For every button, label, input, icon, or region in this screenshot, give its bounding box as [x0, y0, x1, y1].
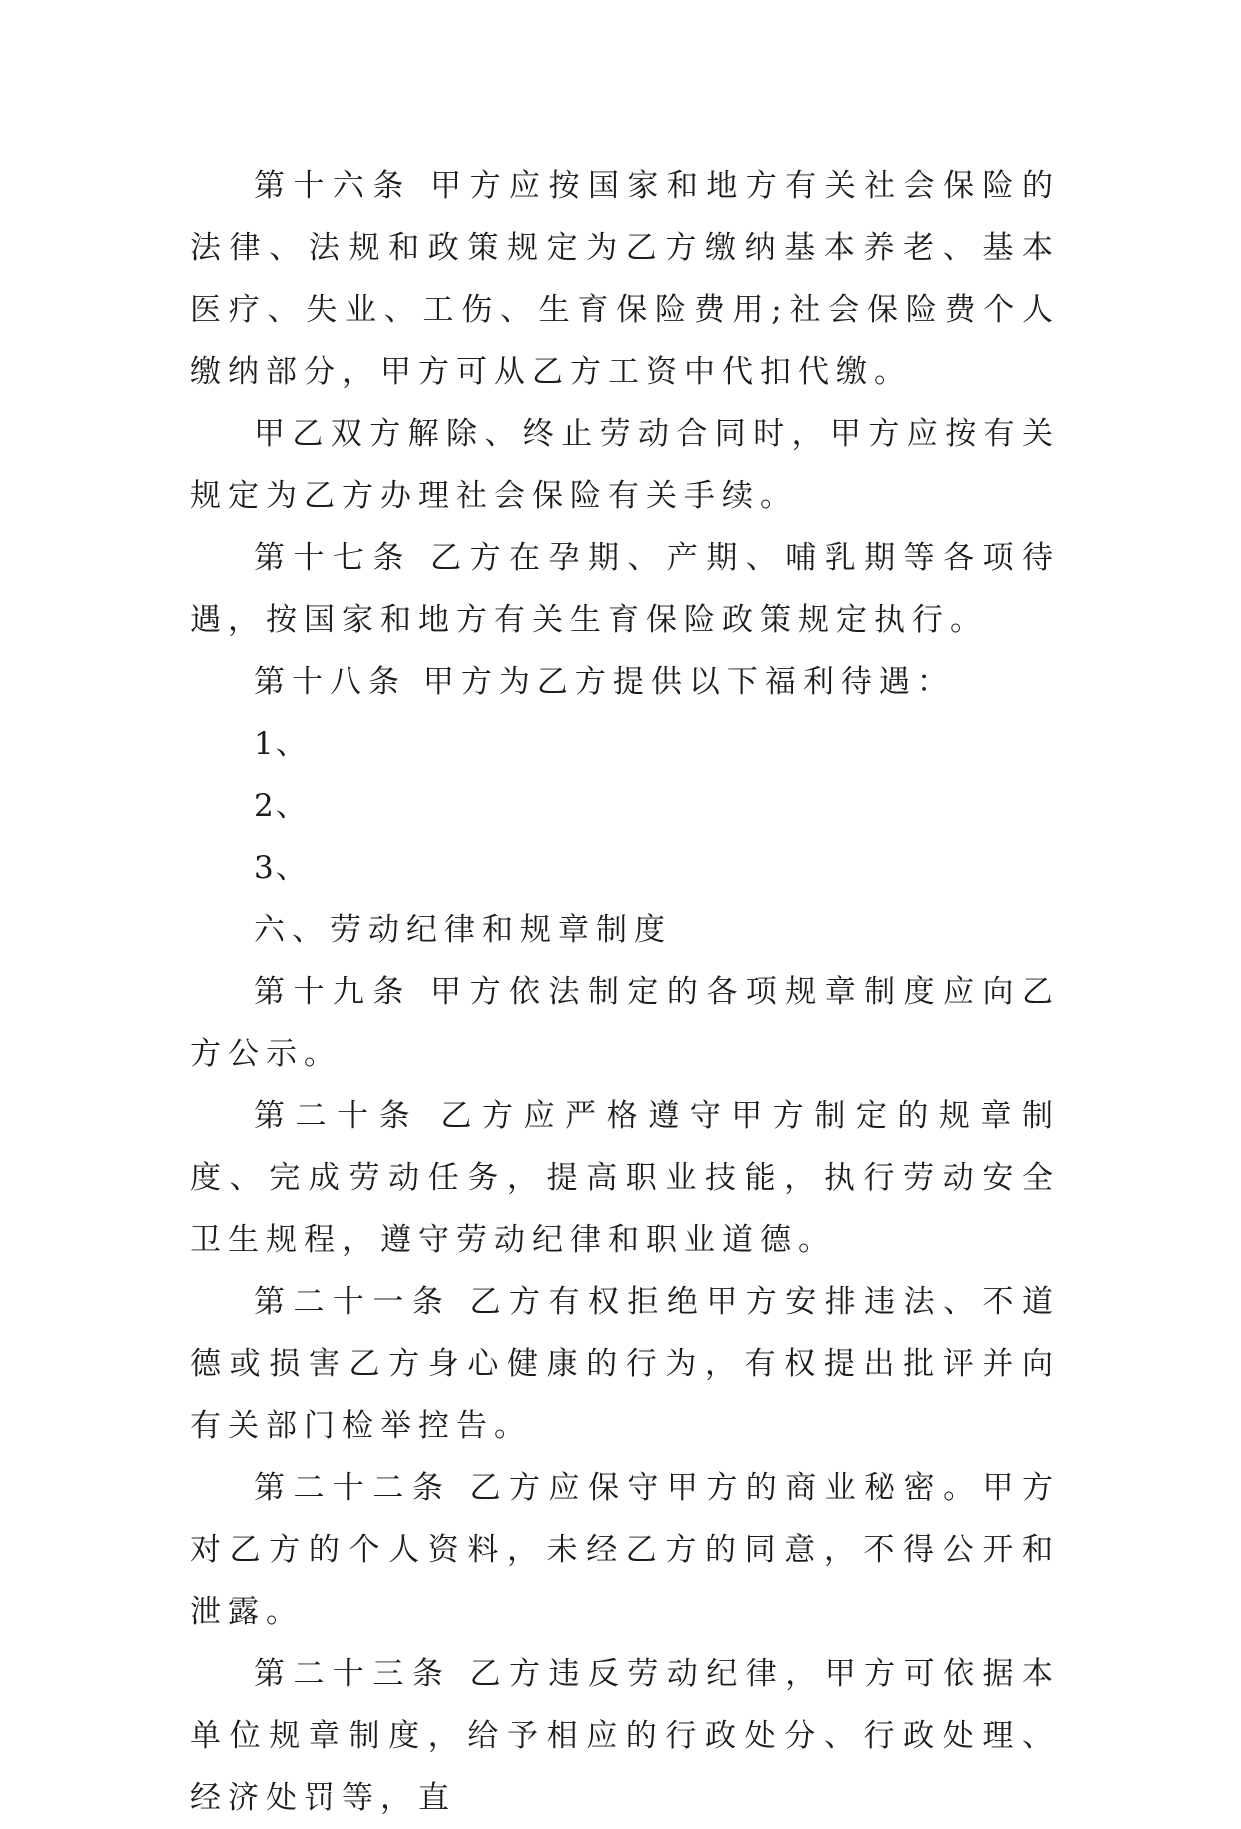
article-18-paragraph: 第十八条 甲方为乙方提供以下福利待遇：: [254, 664, 955, 700]
benefit-item-1: 1、: [254, 726, 309, 762]
benefit-item-2: 2、: [254, 788, 309, 824]
termination-insurance-paragraph: 甲乙双方解除、终止劳动合同时，甲方应按有关规定为乙方办理社会保险有关手续。: [190, 416, 1060, 514]
article-22-paragraph: 第二十二条 乙方应保守甲方的商业秘密。甲方对乙方的个人资料，未经乙方的同意，不得公开和泄露。: [190, 1470, 1060, 1630]
article-16-paragraph: 第十六条 甲方应按国家和地方有关社会保险的法律、法规和政策规定为乙方缴纳基本养老、基本医疗、失业、工伤、生育保险费用;社会保险费个人缴纳部分，甲方可从乙方工资中代扣代缴。: [190, 168, 1060, 390]
document-body: [190, 155, 1060, 1829]
article-23-paragraph: 第二十三条 乙方违反劳动纪律，甲方可依据本单位规章制度，给予相应的行政处分、行政处理、经济处罚等，直: [190, 1656, 1060, 1816]
section-heading-labor-discipline: 六、劳动纪律和规章制度: [254, 912, 672, 948]
article-20-paragraph: 第二十条 乙方应严格遵守甲方制定的规章制度、完成劳动任务，提高职业技能，执行劳动安全卫生规程，遵守劳动纪律和职业道德。: [190, 1098, 1060, 1258]
article-17-paragraph: 第十七条 乙方在孕期、产期、哺乳期等各项待遇，按国家和地方有关生育保险政策规定执行。: [190, 540, 1060, 638]
article-21-paragraph: 第二十一条 乙方有权拒绝甲方安排违法、不道德或损害乙方身心健康的行为，有权提出批评并向有关部门检举控告。: [190, 1284, 1060, 1444]
benefit-item-3: 3、: [254, 850, 309, 886]
article-19-paragraph: 第十九条 甲方依法制定的各项规章制度应向乙方公示。: [190, 974, 1060, 1072]
